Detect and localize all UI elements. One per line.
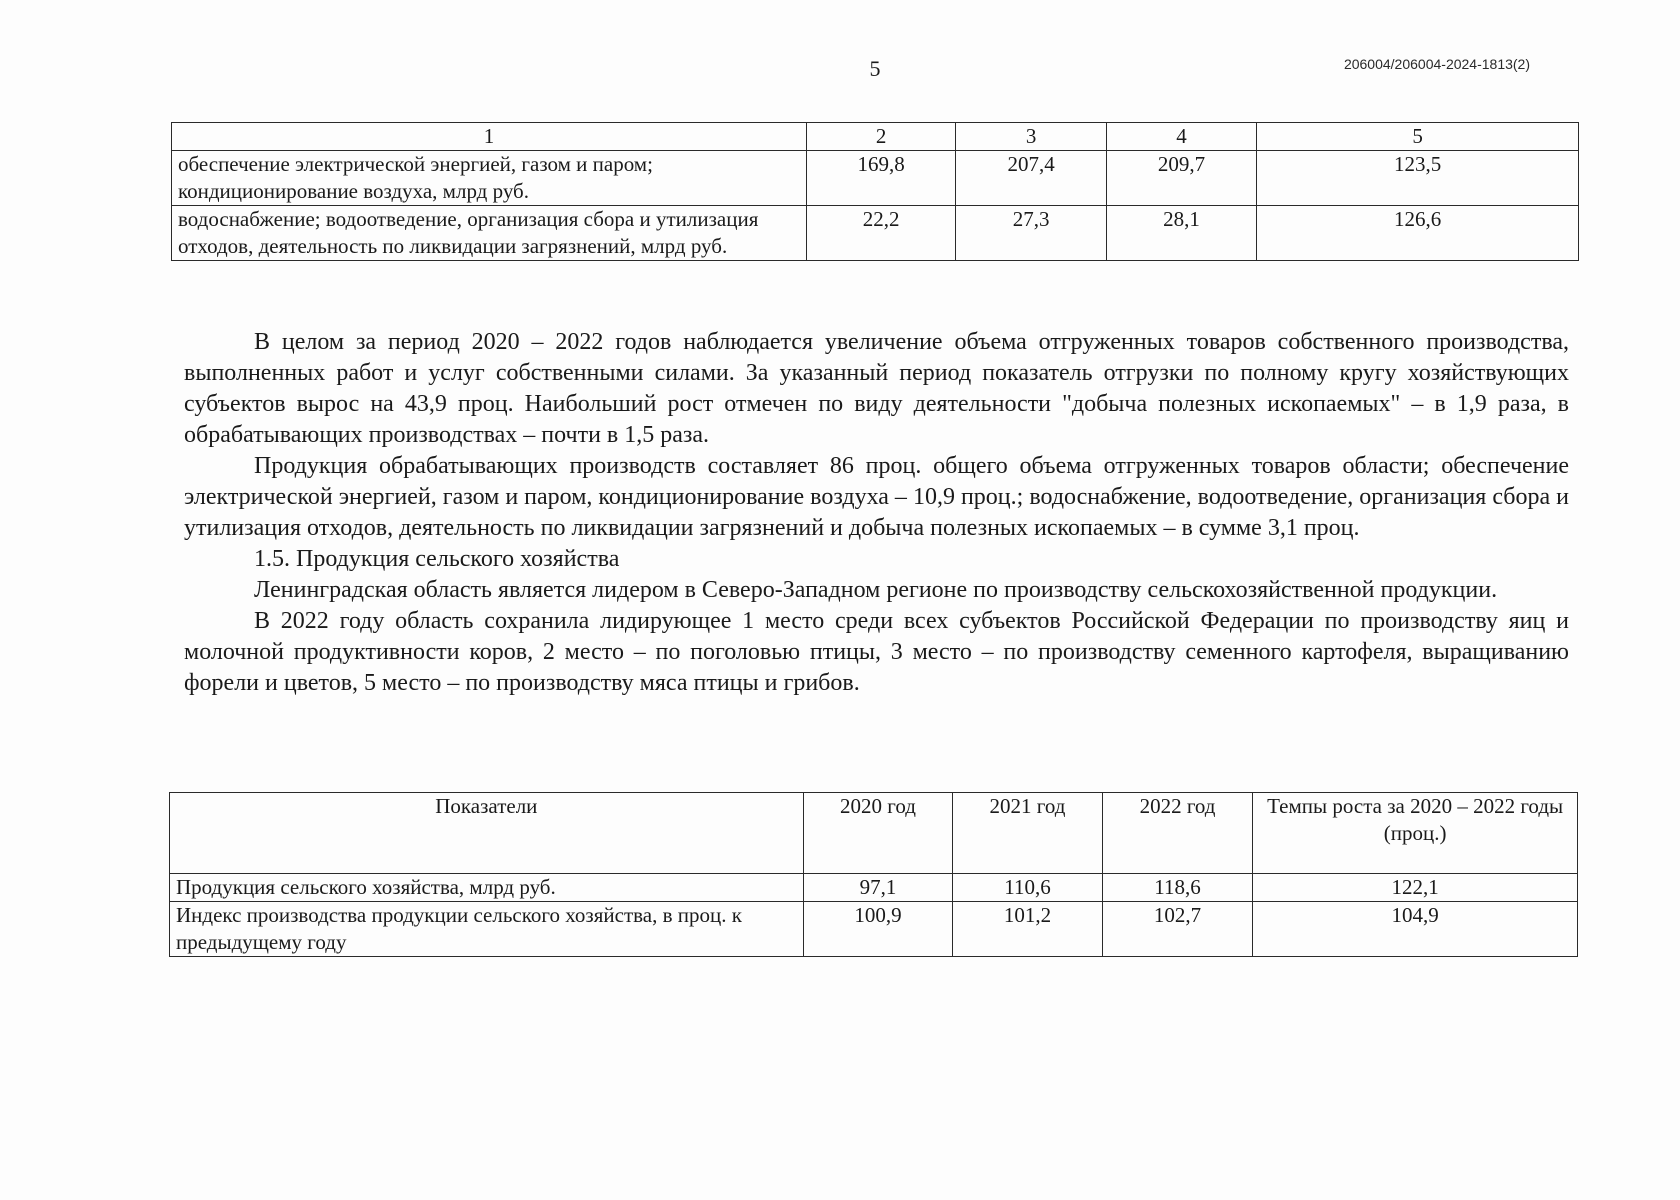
row-label: водоснабжение; водоотведение, организация сбора и утилизация отходов, деятельность по ликвидации загрязнений, млрд руб. [172, 206, 807, 261]
value-2021: 207,4 [956, 151, 1106, 206]
growth-rate: 126,6 [1257, 206, 1579, 261]
table-header-row [172, 123, 1579, 151]
table-row [172, 151, 1579, 206]
table-row [170, 874, 1578, 902]
document-id: 206004/206004-2024-1813(2) [1343, 56, 1530, 72]
column-number-2: 2 [806, 123, 955, 151]
paragraph: Продукция обрабатывающих производств составляет 86 проц. общего объема отгруженных товаров области; обеспечение электрической энергией, газом и паром, кондиционирование воздуха – 10,9 проц.; водоснабжение, водоотведение, организация сбора и утилизация отходов, деятельность по ликвидации загрязнений и добыча полезных ископаемых – в сумме 3,1 проц. [184, 453, 1569, 541]
column-number-4: 4 [1106, 123, 1256, 151]
paragraph: В 2022 году область сохранила лидирующее 1 место среди всех субъектов Российской Федерации по производству яиц и молочной продуктивности коров, 2 место – по поголовью птицы, 3 место – по производству семенного картофеля, выращиванию форели и цветов, 5 место – по производству мяса птицы и грибов. [184, 608, 1569, 696]
body-text [184, 327, 1569, 699]
column-number-3: 3 [956, 123, 1106, 151]
industry-table [171, 122, 1579, 261]
value-2022: 118,6 [1102, 874, 1253, 902]
header-indicator: Показатели [170, 793, 804, 874]
header-growth: Темпы роста за 2020 – 2022 годы (проц.) [1253, 793, 1578, 874]
column-number-1: 1 [172, 123, 807, 151]
value-2020: 100,9 [803, 902, 953, 957]
row-label: Индекс производства продукции сельского хозяйства, в проц. к предыдущему году [170, 902, 804, 957]
value-2022: 209,7 [1106, 151, 1256, 206]
paragraph: Ленинградская область является лидером в Северо-Западном регионе по производству сельскохозяйственной продукции. [254, 577, 1498, 603]
row-label: Продукция сельского хозяйства, млрд руб. [170, 874, 804, 902]
agriculture-table [169, 792, 1578, 957]
page-number: 5 [869, 56, 881, 81]
paragraph: В целом за период 2020 – 2022 годов наблюдается увеличение объема отгруженных товаров собственного производства, выполненных работ и услуг собственными силами. За указанный период показатель отгрузки по полному кругу хозяйствующих субъектов вырос на 43,9 проц. Наибольший рост отмечен по виду деятельности "добыча полезных ископаемых" – в 1,9 раза, в обрабатывающих производствах – почти в 1,5 раза. [184, 329, 1569, 448]
header-2020: 2020 год [803, 793, 953, 874]
table-header-row [170, 793, 1578, 874]
header-2022: 2022 год [1102, 793, 1253, 874]
value-2022: 28,1 [1106, 206, 1256, 261]
table-row [170, 902, 1578, 957]
table-row [172, 206, 1579, 261]
value-2020: 97,1 [803, 874, 953, 902]
growth-rate: 123,5 [1257, 151, 1579, 206]
value-2022: 102,7 [1102, 902, 1253, 957]
value-2020: 169,8 [806, 151, 955, 206]
growth-rate: 122,1 [1253, 874, 1578, 902]
value-2021: 101,2 [953, 902, 1103, 957]
value-2021: 110,6 [953, 874, 1103, 902]
value-2021: 27,3 [956, 206, 1106, 261]
header-2021: 2021 год [953, 793, 1103, 874]
row-label: обеспечение электрической энергией, газом и паром; кондиционирование воздуха, млрд руб. [172, 151, 807, 206]
column-number-5: 5 [1257, 123, 1579, 151]
growth-rate: 104,9 [1253, 902, 1578, 957]
value-2020: 22,2 [806, 206, 955, 261]
section-heading: 1.5. Продукция сельского хозяйства [254, 546, 620, 572]
